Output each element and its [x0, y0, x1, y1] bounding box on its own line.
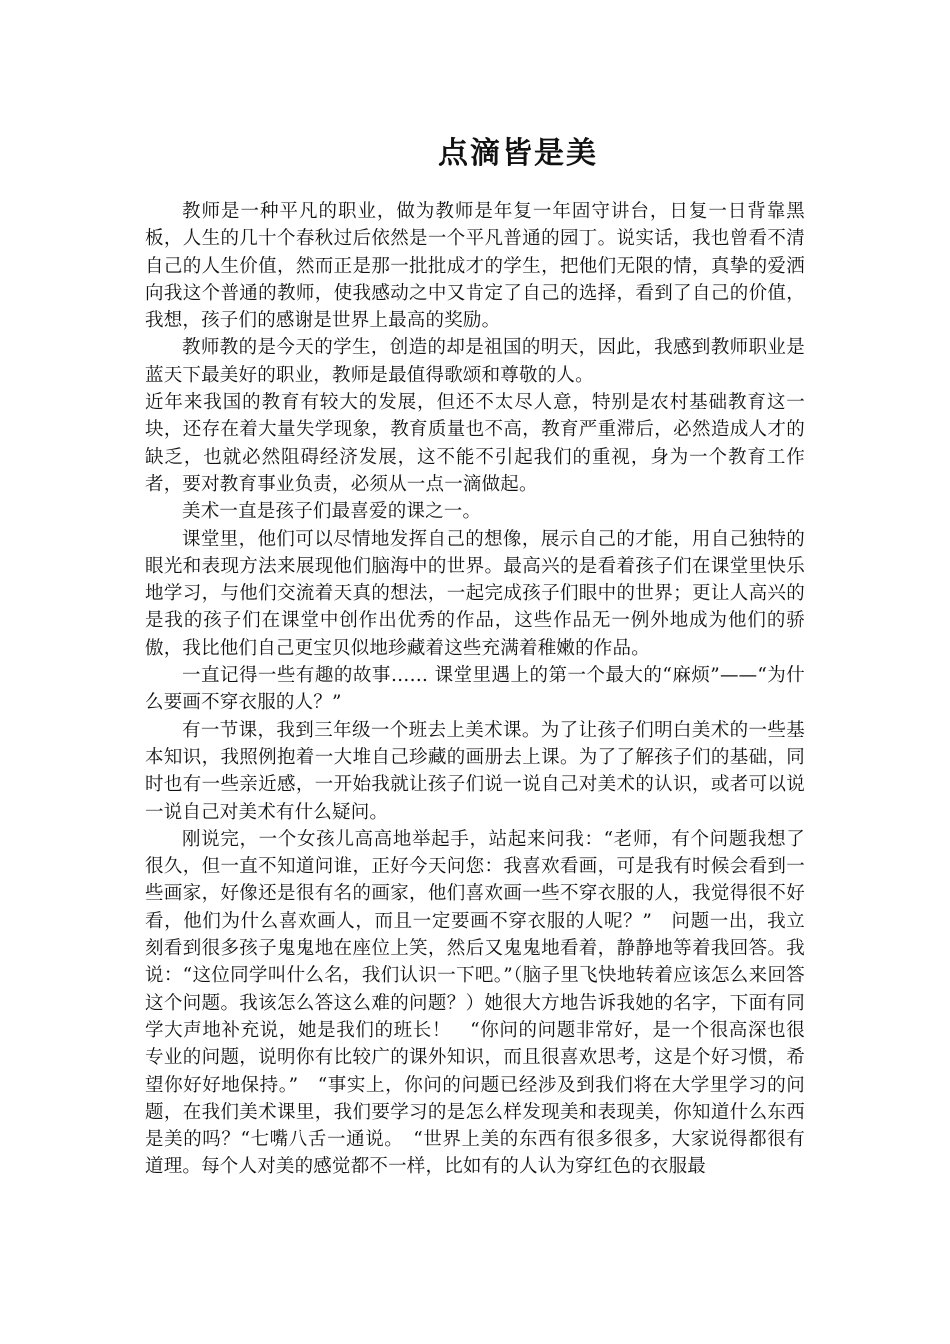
paragraph-girl-question: 刚说完，一个女孩儿高高地举起手，站起来问我：“老师，有个问题我想了很久，但一直不知道问谁，正好今天问您：我喜欢看画，可是我有时候会看到一些画家，好像还是很有名的画家，他们喜欢画一些不穿衣服的人，我觉得很不好看，他们为什么喜欢画人，而且一定要画不穿衣服的人呢？” 问题一出，我立刻看到很多孩子鬼鬼地在座位上笑，然后又鬼鬼地看着，静静地等着我回答。我说：“这位同学叫什么名，我们认识一下吧。”（脑子里飞快地转着应该怎么来回答这个问题。我该怎么答这么难的问题？）她很大方地告诉我她的名字，下面有同学大声地补充说，她是我们的班长！ “你问的问题非常好，是一个很高深也很专业的问题，说明你有比较广的课外知识，而且很喜欢思考，这是个好习惯，希望你好好地保持。” “事实上，你问的问题已经涉及到我们将在大学里学习的问题，在我们美术课里，我们要学习的是怎么样发现美和表现美，你知道什么东西是美的吗？“七嘴八舌一通说。 “世界上美的东西有很多很多，大家说得都很有道理。每个人对美的感觉都不一样，比如有的人认为穿红色的衣服最	[145, 828, 805, 1178]
document-title: 点滴皆是美	[438, 136, 598, 171]
document-body	[145, 198, 805, 1181]
paragraph-art-class: 有一节课，我到三年级一个班去上美术课。为了让孩子们明白美术的一些基本知识，我照例抱着一大堆自己珍藏的画册去上课。为了了解孩子们的基础，同时也有一些亲近感，一开始我就让孩子们说一说自己对美术的认识，或者可以说一说自己对美术有什么疑问。	[145, 719, 805, 823]
paragraph-education-development: 近年来我国的教育有较大的发展，但还不太尽人意，特别是农村基础教育这一块，还存在着大量失学现象，教育质量也不高，教育严重滞后，必然造成人才的缺乏，也就必然阻碍经济发展，这不能不引起我们的重视，身为一个教育工作者，要对教育事业负责，必须从一点一滴做起。	[145, 392, 805, 495]
paragraph-story-intro: 一直记得一些有趣的故事…… 课堂里遇上的第一个最大的“麻烦”——“为什么要画不穿衣服的人？”	[145, 665, 805, 714]
paragraph-teacher-career: 教师教的是今天的学生，创造的却是祖国的明天，因此，我感到教师职业是蓝天下最美好的职业，教师是最值得歌颂和尊敬的人。	[145, 337, 805, 386]
paragraph-art-favorite: 美术一直是孩子们最喜爱的课之一。	[182, 501, 482, 523]
paragraph-intro: 教师是一种平凡的职业，做为教师是年复一年固守讲台，日复一日背靠黑板，人生的几十个春秋过后依然是一个平凡普通的园丁。说实话，我也曾看不清自己的人生价值，然而正是那一批批成才的学生，把他们无限的情，真挚的爱洒向我这个普通的教师，使我感动之中又肯定了自己的选择，看到了自己的价值，我想，孩子们的感谢是世界上最高的奖励。	[145, 201, 805, 332]
paragraph-classroom: 课堂里，他们可以尽情地发挥自己的想像，展示自己的才能，用自己独特的眼光和表现方法来展现他们脑海中的世界。最高兴的是看着孩子们在课堂里快乐地学习，与他们交流着天真的想法，一起完成孩子们眼中的世界；更让人高兴的是我的孩子们在课堂中创作出优秀的作品，这些作品无一例外地成为他们的骄傲，我比他们自己更宝贝似地珍藏着这些充满着稚嫩的作品。	[145, 528, 805, 659]
